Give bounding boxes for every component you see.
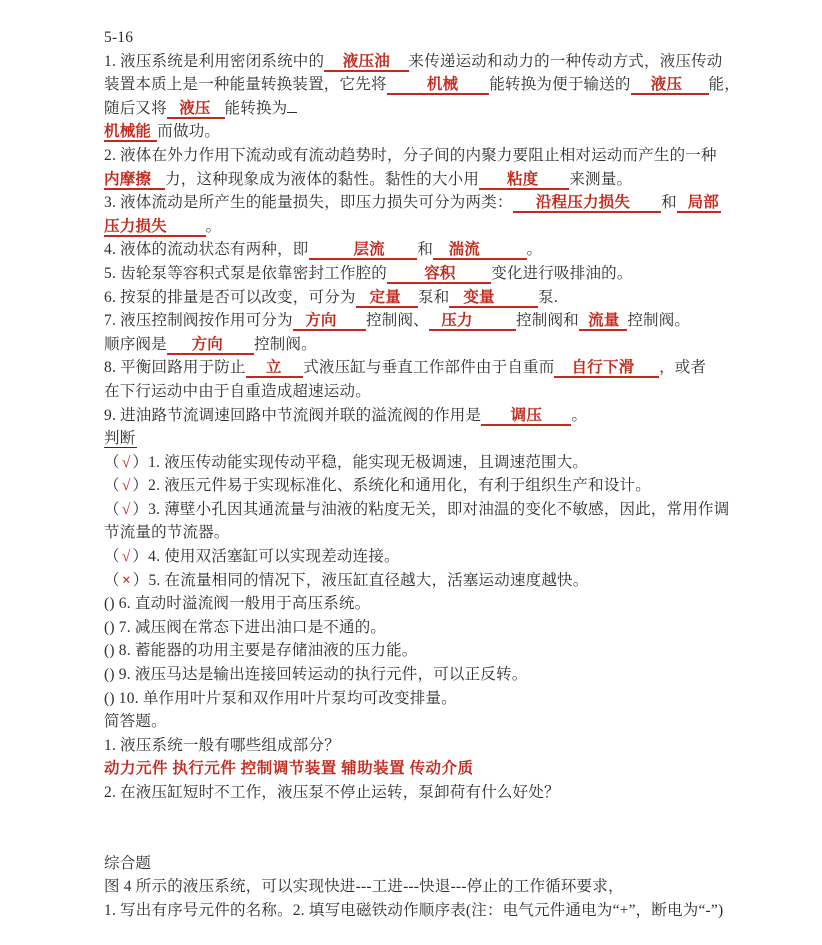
text-run: 随后又将 [104, 99, 167, 117]
text-run: 6. 按泵的排量是否可以改变，可分为 [104, 288, 356, 306]
check-mark: √ [121, 453, 131, 471]
answer-text: 沿程压力损失 [513, 194, 661, 213]
text-run: () 6. 直动时溢流阀一般用于高压系统。 [104, 595, 371, 613]
text-run: 1. 液压系统是利用密闭系统中的 [104, 52, 325, 70]
text-run: ，或者 [659, 359, 707, 377]
text-run: 控制阀和 [516, 312, 579, 330]
text-run: 而做功。 [157, 123, 221, 141]
text-run: 5-16 [104, 29, 134, 46]
text-run: 能转换为便于输送的 [489, 76, 631, 94]
text-line [104, 120, 784, 144]
text-run: （ [104, 500, 120, 518]
text-line [104, 521, 784, 545]
text-line [104, 828, 784, 852]
answer-text: 局部 [677, 194, 721, 213]
text-run: () 8. 蓄能器的功用主要是存储油液的压力能。 [104, 642, 418, 660]
text-line [104, 474, 784, 498]
answer-text: 方向 [293, 312, 366, 331]
check-mark: √ [121, 500, 131, 518]
text-line [104, 875, 784, 899]
text-run: 5. 齿轮泵等容积式泵是依靠密封工作腔的 [104, 264, 388, 282]
text-run: 在下行运动中由于自重造成超速运动。 [104, 382, 371, 400]
text-line [104, 427, 784, 451]
text-run: 能， [708, 76, 740, 94]
answer-text: 调压 [481, 407, 571, 426]
answer-text: 立 [246, 359, 304, 378]
text-line [104, 781, 784, 805]
answer-text: 粘度 [479, 171, 569, 190]
text-run: ）5. 在流量相同的情况下，液压缸直径越大，活塞运动速度越快。 [132, 571, 589, 589]
text-run: 7. 液压控制阀按作用可分为 [104, 312, 293, 330]
text-run: 力，这种现象成为液体的黏性。黏性的大小用 [165, 170, 480, 188]
text-run: （ [104, 477, 120, 495]
text-line [104, 26, 784, 50]
cross-mark: × [121, 571, 131, 589]
answer-line: 动力元件 执行元件 控制调节装置 辅助装置 传动介质 [104, 760, 474, 778]
text-run: 和 [661, 194, 677, 212]
text-line [104, 215, 784, 239]
answer-text: 层流 [309, 241, 418, 260]
answer-text: 容积 [387, 265, 491, 284]
answer-text: 流量 [579, 312, 627, 331]
text-run: 能转换为 [224, 99, 288, 117]
text-line [104, 569, 784, 593]
answer-text: 液压 [631, 76, 709, 95]
text-line [104, 238, 784, 262]
answer-text: 自行下滑 [554, 359, 659, 378]
text-line [104, 404, 784, 428]
text-run: 3. 液体流动是所产生的能量损失，即压力损失可分为两类： [104, 194, 513, 212]
text-line [104, 710, 784, 734]
answer-text: 方向 [167, 336, 254, 355]
text-run: 变化进行吸排油的。 [491, 264, 633, 282]
text-line [104, 805, 784, 829]
text-line [104, 852, 784, 876]
text-run: 综合题 [104, 854, 152, 872]
answer-text: 内摩擦 [104, 171, 165, 190]
text-line [104, 899, 784, 923]
text-run: 2. 在液压缸短时不工作，液压泵不停止运转，泵卸荷有什么好处？ [104, 784, 560, 801]
answer-text: 液压油 [324, 53, 408, 72]
text-run: 来测量。 [569, 170, 633, 188]
answer-text: 湍流 [433, 241, 526, 260]
text-run: （ [104, 548, 120, 566]
text-line [104, 286, 784, 310]
check-mark: √ [121, 548, 131, 566]
blank-underline [287, 97, 296, 113]
text-line [104, 262, 784, 286]
text-line [104, 639, 784, 663]
text-run: 式液压缸与垂直工作部件由于自重而 [303, 359, 555, 377]
answer-text: 机械能 [104, 123, 157, 142]
text-run: () 7. 减压阀在常态下进出油口是不通的。 [104, 618, 387, 636]
answer-text: 定量 [356, 289, 418, 308]
text-run: () 10. 单作用叶片泵和双作用叶片泵均可改变排量。 [104, 689, 457, 707]
text-line [104, 663, 784, 687]
text-line [104, 50, 784, 74]
text-run: 和 [417, 241, 434, 259]
text-line [104, 545, 784, 569]
text-run: 8. 平衡回路用于防止 [104, 359, 246, 377]
text-run: （ [104, 453, 120, 471]
text-run: 控制阀。 [254, 335, 317, 353]
text-line [104, 73, 784, 97]
text-run: 1. 液压系统一般有哪些组成部分？ [104, 736, 340, 754]
section-heading: 判断 [104, 430, 136, 448]
text-line [104, 616, 784, 640]
text-run: ）4. 使用双活塞缸可以实现差动连接。 [132, 548, 400, 566]
text-line [104, 380, 784, 404]
answer-text: 液压 [167, 100, 225, 119]
text-line [104, 333, 784, 357]
answer-text: 变量 [449, 289, 538, 308]
text-run: ）2. 液压元件易于实现标准化、系统化和通用化，有利于组织生产和设计。 [132, 477, 651, 495]
text-run: 2. 液体在外力作用下流动或有流动趋势时，分子间的内聚力要阻止相对运动而产生的一种 [104, 146, 717, 164]
text-line [104, 356, 784, 380]
text-line [104, 592, 784, 616]
text-run: 图 4 所示的液压系统，可以实现快进---工进---快退---停止的工作循环要求， [104, 878, 624, 896]
text-run: （ [104, 571, 120, 589]
text-run: 节流量的节流器。 [104, 524, 230, 542]
text-line [104, 734, 784, 758]
document-page [104, 26, 784, 923]
text-run: 来传递运动和动力的一种传动方式，液压传动 [408, 52, 723, 70]
text-run: 控制阀、 [366, 312, 429, 330]
text-line [104, 144, 784, 168]
text-run: 。 [571, 406, 588, 424]
text-line [104, 757, 784, 781]
text-run: 1. 写出有序号元件的名称。2. 填写电磁铁动作顺序表(注：电气元件通电为“+”，断电为“-”) [104, 901, 724, 919]
text-run: 装置本质上是一种能量转换装置，它先将 [104, 76, 387, 94]
text-line [104, 498, 784, 522]
text-line [104, 191, 784, 215]
text-run: ）1. 液压传动能实现传动平稳，能实现无极调速，且调速范围大。 [132, 453, 589, 471]
text-run: 泵和 [418, 288, 450, 306]
check-mark: √ [121, 477, 131, 495]
text-run: 控制阀。 [627, 312, 691, 330]
text-line [104, 168, 784, 192]
text-line [104, 97, 784, 121]
text-line [104, 451, 784, 475]
text-run: 。 [205, 217, 222, 235]
answer-text: 压力损失 [104, 218, 206, 237]
text-run: 顺序阀是 [104, 335, 167, 353]
text-run: 9. 进油路节流调速回路中节流阀并联的溢流阀的作用是 [104, 406, 482, 424]
text-run: ）3. 薄壁小孔因其通流量与油液的粘度无关，即对油温的变化不敏感，因此，常用作调 [132, 500, 730, 518]
text-run: 4. 液体的流动状态有两种，即 [104, 241, 309, 259]
answer-text: 机械 [387, 76, 490, 95]
text-run: 简答题。 [104, 713, 167, 731]
text-line [104, 687, 784, 711]
text-line [104, 309, 784, 333]
answer-text: 压力 [429, 312, 516, 331]
text-run: 泵. [538, 288, 558, 306]
text-run: () 9. 液压马达是输出连接回转运动的执行元件，可以正反转。 [104, 666, 528, 684]
text-run: 。 [526, 241, 543, 259]
